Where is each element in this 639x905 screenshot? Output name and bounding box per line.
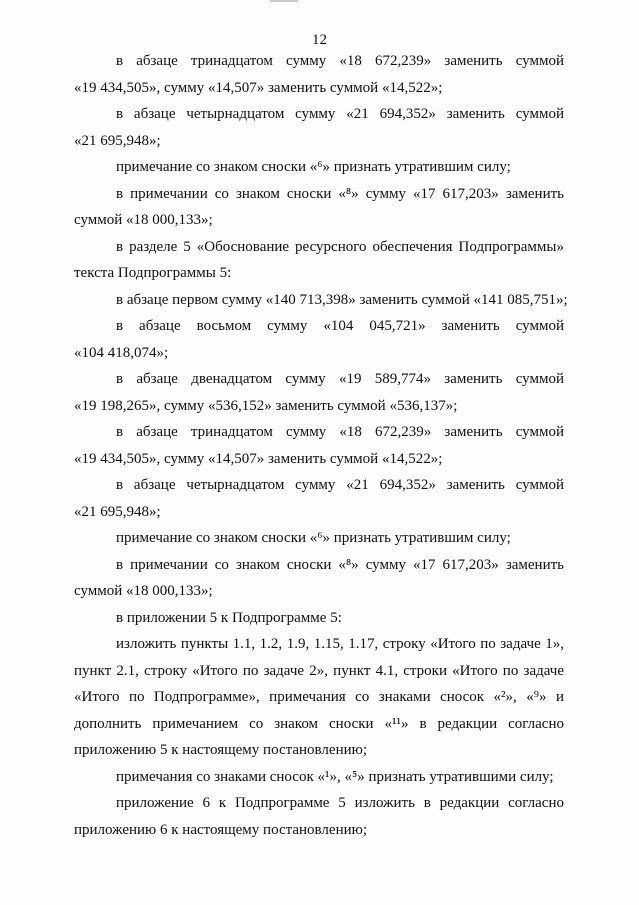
text-line: примечания со знаками сносок «¹», «⁵» признать утратившими силу; — [116, 768, 554, 785]
text-line: в разделе 5 «Обоснование ресурсного обеспечения Подпрограммы» — [116, 238, 564, 255]
text-line: суммой «18 000,133»; — [74, 212, 213, 228]
text-line: приложению 6 к настоящему постановлению; — [74, 821, 367, 838]
text-line: «19 198,265», сумму «536,152» заменить суммой «536,137»; — [74, 397, 458, 414]
text-line: пункт 2.1, строку «Итого по задаче 2», пункт 4.1, строки «Итого по задаче — [74, 662, 564, 679]
text-line: «104 418,074»; — [74, 344, 169, 361]
text-line: в приложении 5 к Подпрограмме 5: — [116, 609, 342, 626]
text-line: в абзаце восьмом сумму «104 045,721» заменить суммой — [116, 318, 564, 334]
text-line: «19 434,505», сумму «14,507» заменить суммой «14,522»; — [74, 79, 443, 96]
text-line: приложение 6 к Подпрограмме 5 изложить в редакции согласно — [116, 795, 564, 811]
text-line: в абзаце первом сумму «140 713,398» заменить суммой «141 085,751»; — [116, 291, 568, 308]
text-line: суммой «18 000,133»; — [74, 583, 213, 599]
text-line: текста Подпрограммы 5: — [74, 265, 232, 281]
text-line: «19 434,505», сумму «14,507» заменить суммой «14,522»; — [74, 450, 443, 467]
page-number: 12 — [312, 32, 327, 48]
text-line: в абзаце четырнадцатом сумму «21 694,352» заменить суммой — [116, 477, 564, 493]
text-line: приложению 5 к настоящему постановлению; — [74, 742, 367, 758]
text-line: примечание со знаком сноски «⁶» признать утратившим силу; — [116, 530, 511, 546]
text-line: в абзаце тринадцатом сумму «18 672,239» заменить суммой — [116, 53, 564, 69]
scan-edge-mark — [270, 0, 298, 2]
text-line: изложить пункты 1.1, 1.2, 1.9, 1.15, 1.17, строку «Итого по задаче 1», — [116, 636, 564, 652]
text-line: в примечании со знаком сноски «⁸» сумму «17 617,203» заменить — [116, 556, 564, 573]
text-line: «Итого по Подпрограмме», примечания со знаками сносок «²», «⁹» и — [74, 689, 564, 705]
text-line: дополнить примечанием со знаком сноски «¹¹» в редакции согласно — [74, 715, 564, 732]
text-line: «21 695,948»; — [74, 132, 161, 149]
text-line: в абзаце четырнадцатом сумму «21 694,352» заменить суммой — [116, 106, 564, 122]
text-line: в абзаце двенадцатом сумму «19 589,774» заменить суммой — [116, 371, 564, 387]
text-line: в абзаце тринадцатом сумму «18 672,239» заменить суммой — [116, 424, 564, 440]
text-line: в примечании со знаком сноски «⁸» сумму «17 617,203» заменить — [116, 185, 564, 202]
text-line: «21 695,948»; — [74, 503, 161, 520]
text-line: примечание со знаком сноски «⁶» признать утратившим силу; — [116, 159, 511, 175]
document-body — [74, 48, 568, 843]
